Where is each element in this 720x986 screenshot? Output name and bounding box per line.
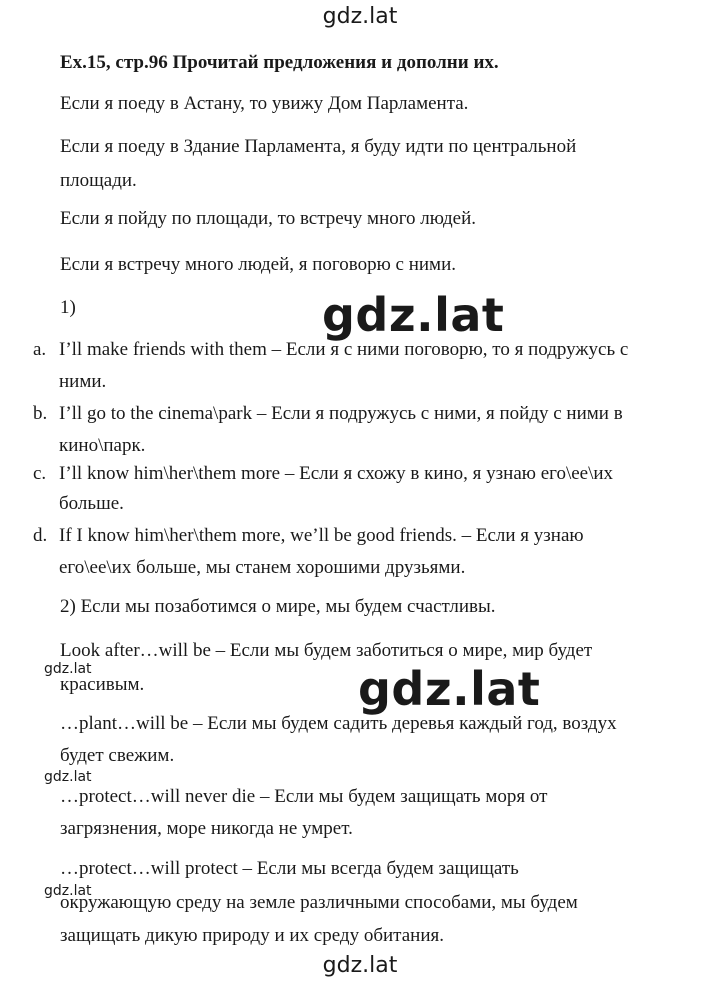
part2-line-5: будет свежим. (60, 745, 175, 766)
watermark-bottom: gdz.lat (322, 953, 398, 978)
intro-line-4: Если я пойду по площади, то встречу много людей. (60, 208, 477, 229)
part2-line-2: Look after…will be – Если мы будем заботиться о мире, мир будет (60, 640, 593, 661)
part1-label: 1) (60, 297, 76, 318)
intro-line-5: Если я встречу много людей, я поговорю с ними. (60, 254, 456, 275)
part2-line-7: загрязнения, море никогда не умрет. (60, 818, 353, 839)
part2-line-9: окружающую среду на земле различными способами, мы будем (60, 892, 578, 913)
list-item-c-line-2: больше. (59, 493, 124, 514)
intro-line-3: площади. (60, 170, 137, 191)
part2-line-3: красивым. (60, 674, 145, 695)
watermark-small-1: gdz.lat (44, 661, 92, 677)
part2-line-10: защищать дикую природу и их среду обитания. (60, 925, 444, 946)
part2-line-1: 2) Если мы позаботимся о мире, мы будем счастливы. (60, 596, 496, 617)
watermark-small-3: gdz.lat (44, 883, 92, 899)
list-item-d-line-1: If I know him\her\them more, we’ll be good friends. – Если я узнаю (59, 525, 584, 546)
part2-line-8: …protect…will protect – Если мы всегда будем защищать (60, 858, 519, 879)
list-item-b-line-2: кино\парк. (59, 435, 146, 456)
list-marker-b: b. (33, 403, 48, 424)
part2-line-4: …plant…will be – Если мы будем садить деревья каждый год, воздух (60, 713, 617, 734)
watermark-small-2: gdz.lat (44, 769, 92, 785)
exercise-title: Ex.15, стр.96 Прочитай предложения и дополни их. (60, 52, 499, 73)
list-item-d-line-2: его\ее\их больше, мы станем хорошими друзьями. (59, 557, 466, 578)
intro-line-2: Если я поеду в Здание Парламента, я буду идти по центральной (60, 136, 577, 157)
intro-line-1: Если я поеду в Астану, то увижу Дом Парламента. (60, 93, 469, 114)
list-item-a-line-2: ними. (59, 371, 107, 392)
list-item-a-line-1: I’ll make friends with them – Если я с ними поговорю, то я подружусь с (59, 339, 629, 360)
list-marker-c: c. (33, 463, 47, 484)
list-item-b-line-1: I’ll go to the cinema\park – Если я подружусь с ними, я пойду с ними в (59, 403, 623, 424)
watermark-large-1: gdz.lat (322, 288, 505, 342)
part2-line-6: …protect…will never die – Если мы будем защищать моря от (60, 786, 548, 807)
watermark-top: gdz.lat (322, 4, 398, 29)
watermark-large-2: gdz.lat (358, 662, 541, 716)
list-item-c-line-1: I’ll know him\her\them more – Если я схожу в кино, я узнаю его\ее\их (59, 463, 614, 484)
list-marker-a: a. (33, 339, 47, 360)
list-marker-d: d. (33, 525, 48, 546)
